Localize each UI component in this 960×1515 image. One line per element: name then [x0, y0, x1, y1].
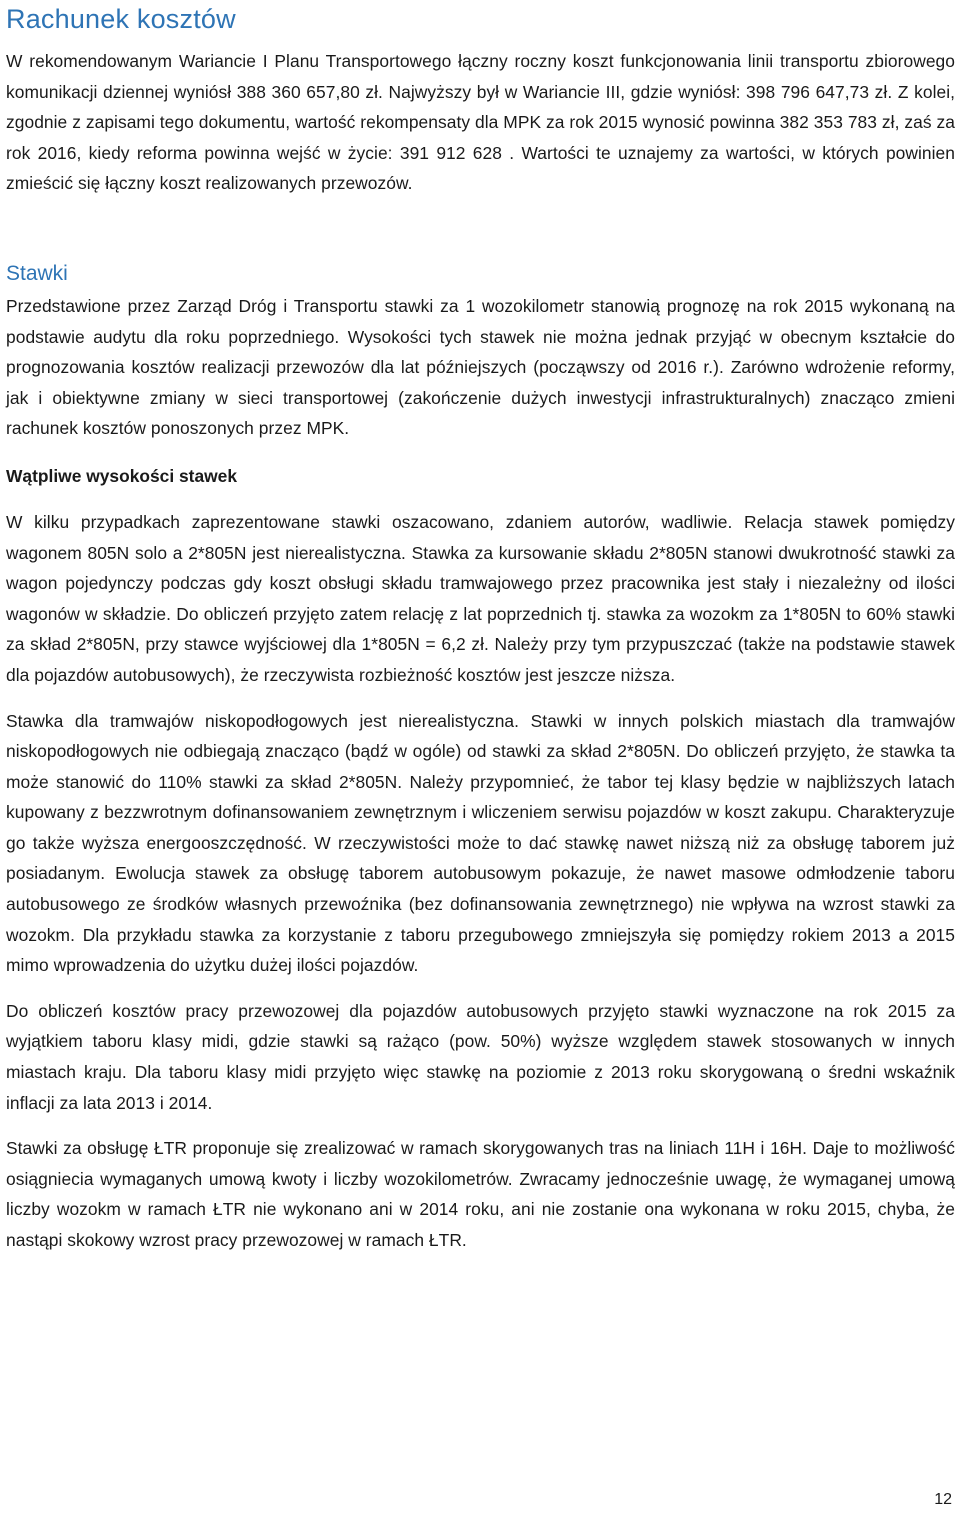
- paragraph-805n-rates: W kilku przypadkach zaprezentowane stawki oszacowano, zdaniem autorów, wadliwie. Relacja stawek pomiędzy wagonem 805N solo a 2*805N jest nierealistyczna. Stawka za kursowanie składu 2*805N stanowi dwukrotność stawki za wagon pojedynczy podczas gdy koszt obsługi składu tramwajowego przez pracownika jest stały i niezależny od ilości wagonów w składzie. Do obliczeń przyjęto zatem relację z lat poprzednich tj. stawka za wozokm za 1*805N to 60% stawki za skład 2*805N, przy stawce wyjściowej dla 1*805N = 6,2 zł. Należy przy tym przypuszczać (także na podstawie stawek dla pojazdów autobusowych), że rzeczywista rozbieżność kosztów jest jeszcze niższa.: [6, 511, 955, 685]
- paragraph-rates-forecast: Przedstawione przez Zarząd Dróg i Transportu stawki za 1 wozokilometr stanowią prognozę na rok 2015 wykonaną na podstawie audytu dla roku poprzedniego. Wysokości tych stawek nie można jednak przyjąć w obecnym kształcie do prognozowania kosztów realizacji przewozów dla lat późniejszych (począwszy od 2016 r.). Zarówno wdrożenie reformy, jak i obiektywne zmiany w sieci transportowej (zakończenie dużych inwestycji infrastrukturalnych) znacząco zmieni rachunek kosztów ponoszonych przez MPK.: [6, 295, 955, 439]
- page-title: Rachunek kosztów: [6, 4, 236, 34]
- paragraph-bus-rates: Do obliczeń kosztów pracy przewozowej dla pojazdów autobusowych przyjęto stawki wyznaczone na rok 2015 za wyjątkiem taboru klasy midi, gdzie stawki są rażąco (pow. 50%) wyższe względem stawek stosowanych w innych miastach kraju. Dla taboru klasy midi przyjęto więc stawkę na poziomie z 2013 roku skorygowaną o średni wskaźnik inflacji za lata 2013 i 2014.: [6, 1000, 955, 1113]
- section-heading-stawki: Stawki: [6, 261, 68, 285]
- document-page: [6, 0, 955, 1256]
- subsection-heading-doubtful-rates: Wątpliwe wysokości stawek: [6, 465, 237, 486]
- page-number: 12: [934, 1491, 952, 1508]
- paragraph-costs: W rekomendowanym Wariancie I Planu Transportowego łączny roczny koszt funkcjonowania linii transportu zbiorowego komunikacji dziennej wyniósł 388 360 657,80 zł. Najwyższy był w Wariancie III, gdzie wyniósł: 398 796 647,73 zł. Z kolei, zgodnie z zapisami tego dokumentu, wartość rekompensaty dla MPK za rok 2015 wynosić powinna 382 353 783 zł, zaś za rok 2016, kiedy reforma powinna wejść w życie: 391 912 628 . Wartości te uznajemy za wartości, w których powinien zmieścić się łączny koszt realizowanych przewozów.: [6, 51, 955, 194]
- paragraph-low-floor-trams: Stawka dla tramwajów niskopodłogowych jest nierealistyczna. Stawki w innych polskich miastach dla tramwajów niskopodłogowych nie odbiegają znacząco (bądź w ogóle) od stawki za skład 2*805N. Do obliczeń przyjęto, że stawka ta może stanowić do 110% stawki za skład 2*805N. Należy przypomnieć, że tabor tej klasy będzie w najbliższych latach kupowany z bezzwrotnym dofinansowaniem zewnętrznym i wliczeniem serwisu pojazdów w koszt zakupu. Charakteryzuje go także wyższa energooszczędność. W rzeczywistości może to dać stawkę nawet niższą niż za obsługę taborem już posiadanym. Ewolucja stawek za obsługę taborem autobusowym pokazuje, że nawet masowe odmłodzenie taboru autobusowego ze środków własnych przewoźnika (bez dofinansowania zewnętrznego) nie wpływa na wzrost stawki za wozokm. Dla przykładu stawka za korzystanie z taboru przegubowego zmniejszyła się pomiędzy rokiem 2013 a 2015 mimo wprowadzenia do użytku dużej ilości pojazdów.: [6, 710, 955, 976]
- paragraph-ltr-rates: Stawki za obsługę ŁTR proponuje się zrealizować w ramach skorygowanych tras na liniach 11H i 16H. Daje to możliwość osiągniecia wymaganych umową kwoty i liczby wozokilometrów. Zwracamy jednocześnie uwagę, że wymaganej umową liczby wozokm w ramach ŁTR nie wykonano ani w 2014 roku, ani nie zostanie ona wykonana w roku 2015, chyba, że nastąpi skokowy wzrost pracy przewozowej w ramach ŁTR.: [6, 1138, 955, 1250]
